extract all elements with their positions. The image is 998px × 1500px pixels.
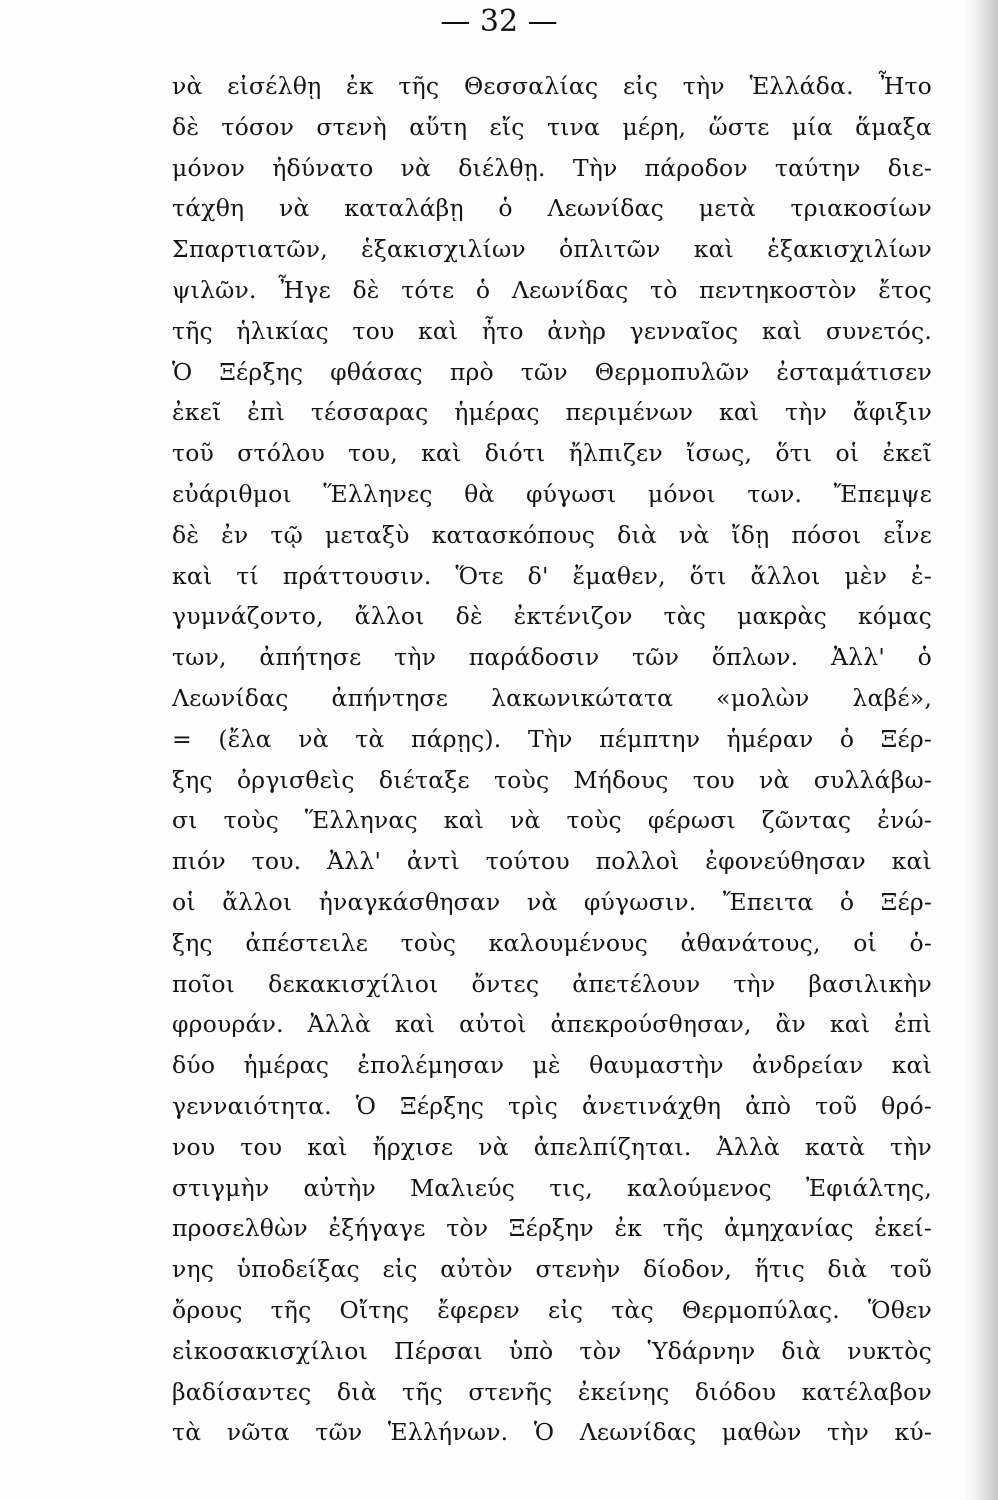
text-line: Σπαρτιατῶν, ἑξακισχιλίων ὁπλιτῶν καὶ ἑξακισχιλίων <box>172 235 932 264</box>
text-line: νου του καὶ ἤρχισε νὰ ἀπελπίζηται. Ἀλλὰ κατὰ τὴν <box>172 1132 932 1161</box>
text-line: Λεωνίδας ἀπήντησε λακωνικώτατα «μολὼν λαβέ», <box>172 683 932 712</box>
text-line: δύο ἡμέρας ἐπολέμησαν μὲ θαυμαστὴν ἀνδρείαν καὶ <box>172 1051 932 1080</box>
text-line: δὲ τόσον στενὴ αὕτη εἴς τινα μέρη, ὥστε μία ἅμαξα <box>172 112 932 141</box>
text-line: τὰ νῶτα τῶν Ἑλλήνων. Ὁ Λεωνίδας μαθὼν τὴν κύ- <box>172 1418 932 1447</box>
text-line: δὲ ἐν τῷ μεταξὺ κατασκόπους διὰ νὰ ἴδῃ πόσοι εἶνε <box>172 520 932 549</box>
text-line: καὶ τί πράττουσιν. Ὅτε δ' ἔμαθεν, ὅτι ἄλλοι μὲν ἐ- <box>172 561 932 590</box>
page-edge-shadow <box>964 0 998 1500</box>
text-line: ψιλῶν. Ἦγε δὲ τότε ὁ Λεωνίδας τὸ πεντηκοστὸν ἔτος <box>172 275 932 304</box>
text-line: ὄρους τῆς Οἴτης ἔφερεν εἰς τὰς Θερμοπύλας. Ὅθεν <box>172 1295 932 1324</box>
text-line: προσελθὼν ἐξήγαγε τὸν Ξέρξην ἐκ τῆς ἀμηχανίας ἐκεί- <box>172 1214 932 1243</box>
text-line: γενναιότητα. Ὁ Ξέρξης τρὶς ἀνετινάχθη ἀπὸ τοῦ θρό- <box>172 1091 932 1120</box>
text-line: τοῦ στόλου του, καὶ διότι ἤλπιζεν ἴσως, ὅτι οἱ ἐκεῖ <box>172 439 932 468</box>
text-line: ξης ὀργισθεὶς διέταξε τοὺς Μήδους του νὰ συλλάβω- <box>172 765 932 794</box>
text-line: πιόν του. Ἀλλ' ἀντὶ τούτου πολλοὶ ἐφονεύθησαν καὶ <box>172 847 932 876</box>
text-line: στιγμὴν αὐτὴν Μαλιεύς τις, καλούμενος Ἐφιάλτης, <box>172 1173 932 1202</box>
body-text <box>172 66 932 1453</box>
text-line: ἐκεῖ ἐπὶ τέσσαρας ἡμέρας περιμένων καὶ τὴν ἄφιξιν <box>172 398 932 427</box>
text-line: γυμνάζοντο, ἄλλοι δὲ ἐκτένιζον τὰς μακρὰς κόμας <box>172 602 932 631</box>
text-line: οἱ ἄλλοι ἠναγκάσθησαν νὰ φύγωσιν. Ἔπειτα ὁ Ξέρ- <box>172 887 932 916</box>
text-line: = (ἔλα νὰ τὰ πάρῃς). Τὴν πέμπτην ἡμέραν ὁ Ξέρ- <box>172 724 932 753</box>
text-line: μόνον ἠδύνατο νὰ διέλθῃ. Τὴν πάροδον ταύτην διε- <box>172 153 932 182</box>
text-line: των, ἀπήτησε τὴν παράδοσιν τῶν ὅπλων. Ἀλλ' ὁ <box>172 643 932 672</box>
text-line: τάχθη νὰ καταλάβῃ ὁ Λεωνίδας μετὰ τριακοσίων <box>172 194 932 223</box>
text-line: ξης ἀπέστειλε τοὺς καλουμένους ἀθανάτους, οἱ ὁ- <box>172 928 932 957</box>
text-line: νὰ εἰσέλθῃ ἐκ τῆς Θεσσαλίας εἰς τὴν Ἑλλάδα. Ἦτο <box>172 72 932 100</box>
text-line: φρουράν. Ἀλλὰ καὶ αὐτοὶ ἀπεκρούσθησαν, ἂν καὶ ἐπὶ <box>172 1010 932 1039</box>
text-line: ποῖοι δεκακισχίλιοι ὄντες ἀπετέλουν τὴν βασιλικὴν <box>172 969 932 998</box>
text-line: Ὁ Ξέρξης φθάσας πρὸ τῶν Θερμοπυλῶν ἐσταμάτισεν <box>172 357 932 386</box>
text-line: τῆς ἡλικίας του καὶ ἦτο ἀνὴρ γενναῖος καὶ συνετός. <box>172 316 932 345</box>
text-line: βαδίσαντες διὰ τῆς στενῆς ἐκείνης διόδου κατέλαβον <box>172 1377 932 1406</box>
page-number: — 32 — <box>440 4 558 39</box>
text-line: σι τοὺς Ἕλληνας καὶ νὰ τοὺς φέρωσι ζῶντας ἐνώ- <box>172 806 932 835</box>
text-line: νης ὑποδείξας εἰς αὐτὸν στενὴν δίοδον, ἥτις διὰ τοῦ <box>172 1255 932 1284</box>
text-line: εἰκοσακισχίλιοι Πέρσαι ὑπὸ τὸν Ὑδάρνην διὰ νυκτὸς <box>172 1336 932 1365</box>
text-line: εὐάριθμοι Ἕλληνες θὰ φύγωσι μόνοι των. Ἔπεμψε <box>172 479 932 508</box>
